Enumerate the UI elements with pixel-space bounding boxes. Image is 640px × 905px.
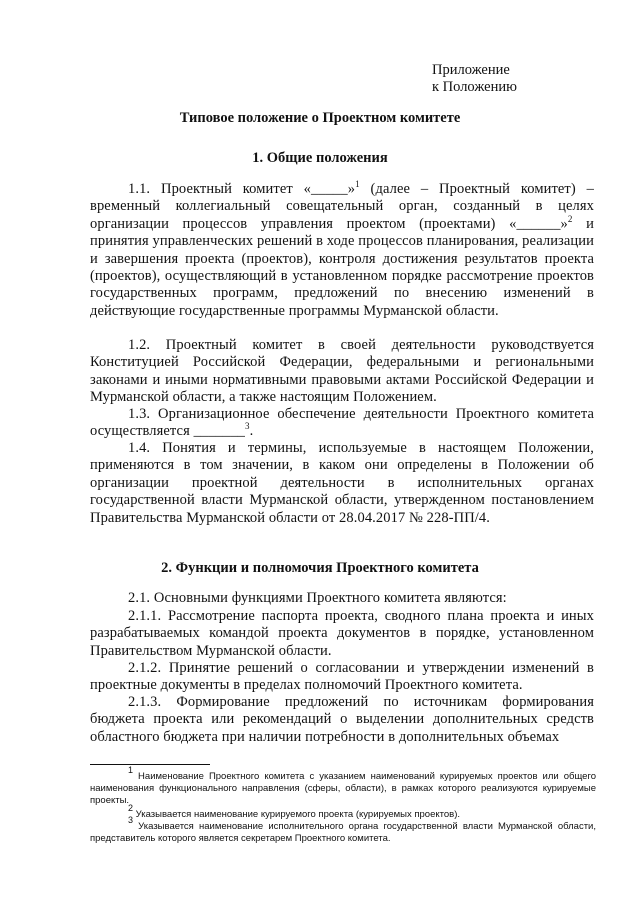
paragraph-1-2: 1.2. Проектный комитет в своей деятельности руководствуется Конституцией Российской Федерации, федеральными и региональными законами и иными нормативными правовыми актами Российской Федерации и Мурманской области, а также настоящим Положением. — [90, 337, 594, 406]
paragraph-1-3-part-a: 1.3. Организационное обеспечение деятельности Проектного комитета осуществляется _______ — [90, 406, 594, 440]
footnote-3 — [90, 815, 596, 845]
footnote-2-number: 2 — [128, 803, 134, 813]
paragraph-1-4: 1.4. Понятия и термины, используемые в настоящем Положении, применяются в том значении, в каком они определены в Положении об организации проектной деятельности в исполнительных органах государственной власти Мурманской области, утвержденном постановлением Правительства Мурманской области от 28.04.2017 № 228-ПП/4. — [90, 440, 594, 526]
paragraph-2-1-2: 2.1.2. Принятие решений о согласовании и утверждении изменений в проектные документы в пределах полномочий Проектного комитета. — [90, 660, 594, 694]
paragraph-1-3-part-b: . — [249, 423, 254, 440]
paragraph-1-1-part-c: и принятия управленческих решений в ходе процессов планирования, реализации и завершения проекта (проектов), контроля достижения результатов проекта (проектов), осуществляющий в установленном порядке рассмотрение проектов государственных программ, предложений по внесению изменений в действующие государственные программы Мурманской области. — [90, 215, 594, 319]
appendix-line-1: Приложение — [432, 62, 510, 78]
paragraph-1-3 — [90, 406, 594, 441]
paragraph-2-1-3: 2.1.3. Формирование предложений по источникам формирования бюджета проекта или рекомендаций о выделении дополнительных средств областного бюджета при наличии потребности в дополнительных объемах — [90, 694, 594, 745]
section-2-heading: 2. Функции и полномочия Проектного комитета — [161, 560, 479, 576]
footnote-ref-3: 3 — [245, 421, 250, 432]
footnote-ref-2: 2 — [567, 213, 573, 224]
footnote-ref-1: 1 — [355, 179, 360, 189]
paragraph-1-1 — [90, 181, 594, 320]
footnote-1-number: 1 — [128, 765, 134, 775]
paragraph-1-1-part-b: (далее – Проектный комитет) – временный коллегиальный совещательный орган, созданный в целях организации процессов управления проектом (проектами) «______» — [90, 181, 594, 232]
footnote-1 — [90, 765, 596, 808]
paragraph-2-1-1: 2.1.1. Рассмотрение паспорта проекта, сводного плана проекта и иных разрабатываемых командой проекта документов в порядке, установленном Правительством Мурманской области. — [90, 608, 594, 659]
footnote-separator — [90, 764, 210, 765]
footnote-2-text: Указывается наименование курируемого проекта (курируемых проектов). — [133, 809, 461, 820]
footnote-3-text: Указывается наименование исполнительного органа государственной власти Мурманской области, представитель которого является секретарем Проектного комитета. — [90, 821, 596, 845]
document-title: Типовое положение о Проектном комитете — [179, 110, 461, 126]
footnote-3-number: 3 — [128, 815, 134, 825]
appendix-line-2: к Положению — [432, 79, 517, 95]
appendix-note — [432, 62, 517, 96]
section-1-heading: 1. Общие положения — [252, 150, 388, 166]
paragraph-2-1: 2.1. Основными функциями Проектного комитета являются: — [128, 590, 507, 606]
paragraph-1-1-part-a: 1.1. Проектный комитет «_____» — [128, 181, 356, 197]
footnote-1-text: Наименование Проектного комитета с указанием наименований курируемых проектов или общего наименования функционального направления (сферы, области), в рамках которого реализуются курируемые проекты. — [90, 771, 596, 807]
